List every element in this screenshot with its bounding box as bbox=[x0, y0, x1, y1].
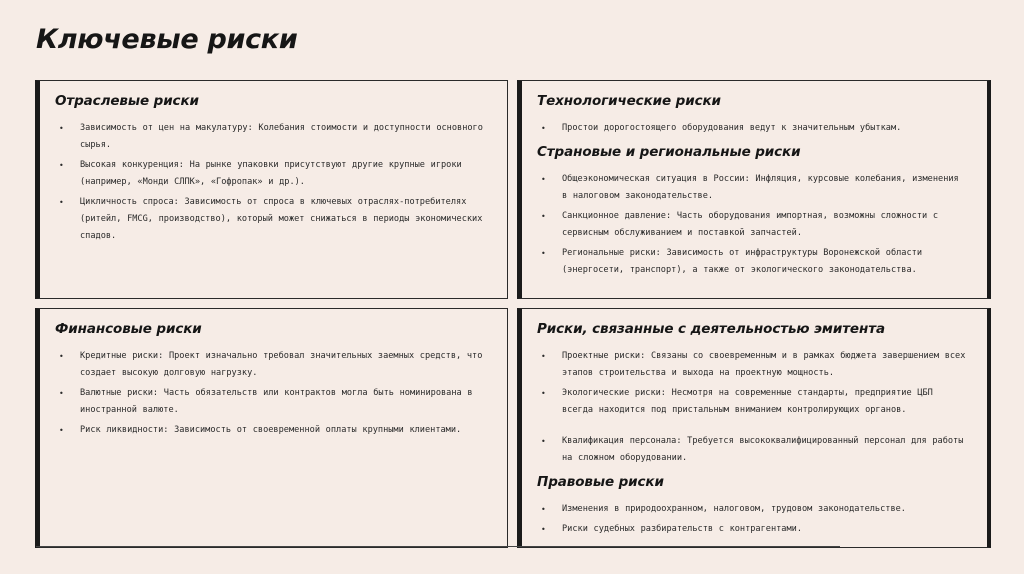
list-item bbox=[537, 521, 969, 538]
bullet-icon: • bbox=[541, 352, 546, 361]
industry-heading: Отраслевые риски bbox=[55, 93, 199, 109]
bullet-icon: • bbox=[541, 249, 546, 258]
bottom-divider bbox=[36, 546, 840, 547]
list-item bbox=[55, 157, 489, 191]
list-item-text: Региональные риски: Зависимость от инфраструктуры Воронежской области (энергосети, транспорт), а также от экологического законодательства. bbox=[562, 248, 922, 275]
tech-heading: Технологические риски bbox=[537, 93, 721, 109]
bullet-icon: • bbox=[59, 161, 64, 170]
finance-heading: Финансовые риски bbox=[55, 321, 202, 337]
list-item-text: Кредитные риски: Проект изначально требовал значительных заемных средств, что создает высокую долговую нагрузку. bbox=[80, 351, 483, 378]
list-item-text: Высокая конкуренция: На рынке упаковки присутствуют другие крупные игроки (например, «Монди СЛПК», «Гофропак» и др.). bbox=[80, 160, 462, 187]
list-item-text: Риск ликвидности: Зависимость от своевременной оплаты крупными клиентами. bbox=[80, 425, 462, 435]
list-item bbox=[537, 501, 969, 518]
list-item bbox=[55, 385, 489, 419]
list-item-text: Риски судебных разбирательств с контрагентами. bbox=[562, 524, 802, 534]
bullet-icon: • bbox=[541, 505, 546, 514]
bullet-icon: • bbox=[541, 389, 546, 398]
card-financial-risks bbox=[35, 308, 508, 548]
finance-list bbox=[55, 348, 489, 439]
list-item-text: Проектные риски: Связаны со своевременным и в рамках бюджета завершением всех этапов строительства и выхода на проектную мощность. bbox=[562, 351, 966, 378]
list-item-text: Изменения в природоохранном, налоговом, трудовом законодательстве. bbox=[562, 504, 906, 514]
bullet-icon: • bbox=[59, 426, 64, 435]
bullet-icon: • bbox=[59, 352, 64, 361]
list-item bbox=[537, 208, 969, 242]
issuer-list bbox=[537, 348, 969, 467]
list-item bbox=[55, 120, 489, 154]
list-item-text: Простои дорогостоящего оборудования ведут к значительным убыткам. bbox=[562, 123, 902, 133]
list-item-text: Санкционное давление: Часть оборудования импортная, возможны сложности с сервисным обслуживанием и поставкой запчастей. bbox=[562, 211, 939, 238]
bullet-icon: • bbox=[59, 389, 64, 398]
bullet-icon: • bbox=[541, 437, 546, 446]
card-industry-risks bbox=[35, 80, 508, 299]
tech-list bbox=[537, 120, 969, 137]
legal-list bbox=[537, 501, 969, 538]
list-item bbox=[537, 245, 969, 279]
list-item-text: Экологические риски: Несмотря на современные стандарты, предприятие ЦБП всегда находится под пристальным вниманием контролирующих органов. bbox=[562, 388, 933, 415]
list-item-text: Общеэкономическая ситуация в России: Инфляция, курсовые колебания, изменения в налоговом законодательстве. bbox=[562, 174, 959, 201]
bullet-icon: • bbox=[541, 212, 546, 221]
list-item-text: Зависимость от цен на макулатуру: Колебания стоимости и доступности основного сырья. bbox=[80, 123, 483, 150]
list-item-text: Квалификация персонала: Требуется высококвалифицированный персонал для работы на сложном оборудовании. bbox=[562, 436, 964, 463]
country-list bbox=[537, 171, 969, 279]
list-item bbox=[55, 348, 489, 382]
bullet-icon: • bbox=[541, 525, 546, 534]
bullet-icon: • bbox=[541, 124, 546, 133]
list-item bbox=[537, 348, 969, 382]
bullet-icon: • bbox=[59, 198, 64, 207]
list-item-text: Цикличность спроса: Зависимость от спроса в ключевых отраслях-потребителях (ритейл, FMCG, производство), который может снижаться в периоды экономических спадов. bbox=[80, 197, 483, 241]
list-item bbox=[55, 422, 489, 439]
bullet-icon: • bbox=[541, 175, 546, 184]
legal-heading: Правовые риски bbox=[537, 474, 664, 490]
page-title: Ключевые риски bbox=[36, 24, 298, 55]
list-item bbox=[55, 194, 489, 245]
issuer-heading: Риски, связанные с деятельностью эмитента bbox=[537, 321, 885, 337]
list-item-text: Валютные риски: Часть обязательств или контрактов могла быть номинирована в иностранной валюте. bbox=[80, 388, 473, 415]
industry-list bbox=[55, 120, 489, 245]
list-item bbox=[537, 120, 969, 137]
list-item bbox=[537, 171, 969, 205]
list-item bbox=[537, 385, 969, 419]
country-heading: Страновые и региональные риски bbox=[537, 144, 801, 160]
card-tech-country-risks bbox=[517, 80, 991, 299]
card-issuer-legal-risks bbox=[517, 308, 991, 548]
bullet-icon: • bbox=[59, 124, 64, 133]
list-item bbox=[537, 433, 969, 467]
